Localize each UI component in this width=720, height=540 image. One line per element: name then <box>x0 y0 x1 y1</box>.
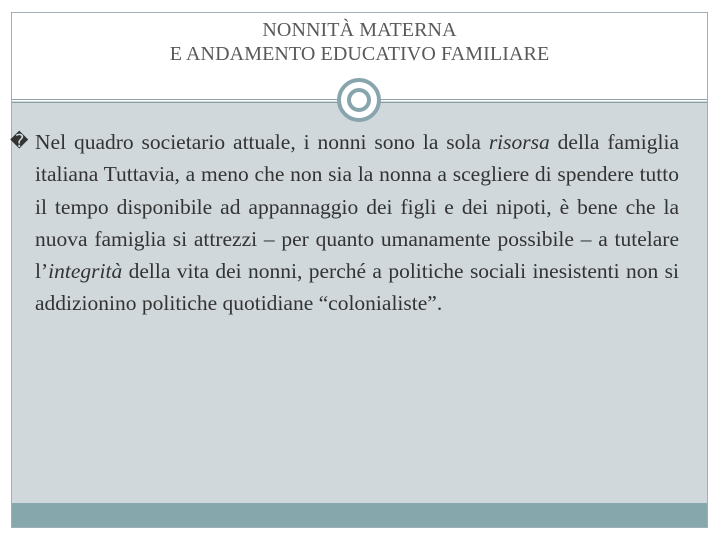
body-text-italic: integrità <box>48 259 123 284</box>
footer-band <box>12 503 707 527</box>
bullet-icon: � <box>10 131 29 152</box>
body-text: della vita dei nonni, perché a politiche sociali inesistenti non si addizionino politiche quotidiane “colonialiste”. <box>35 259 679 316</box>
body-text-italic: risorsa <box>488 130 550 154</box>
circle-ornament-inner <box>347 88 371 112</box>
title-line-2: E ANDAMENTO EDUCATIVO FAMILIARE <box>169 43 550 65</box>
body-text: della famiglia italiana Tuttavia, a meno che non sia la nonna a scegliere di spendere tutto il tempo disponibile ad appannaggio dei figli e dei nipoti, è bene che la nuova famiglia si attrezzi – per quanto umanamente possibile – a tutelare l’ <box>35 130 679 284</box>
body-paragraph <box>10 126 679 320</box>
circle-ornament-icon <box>337 78 381 122</box>
title-line-1: NONNITÀ MATERNA <box>262 19 457 41</box>
body-text: Nel quadro societario attuale, i nonni sono la sola <box>35 130 489 154</box>
